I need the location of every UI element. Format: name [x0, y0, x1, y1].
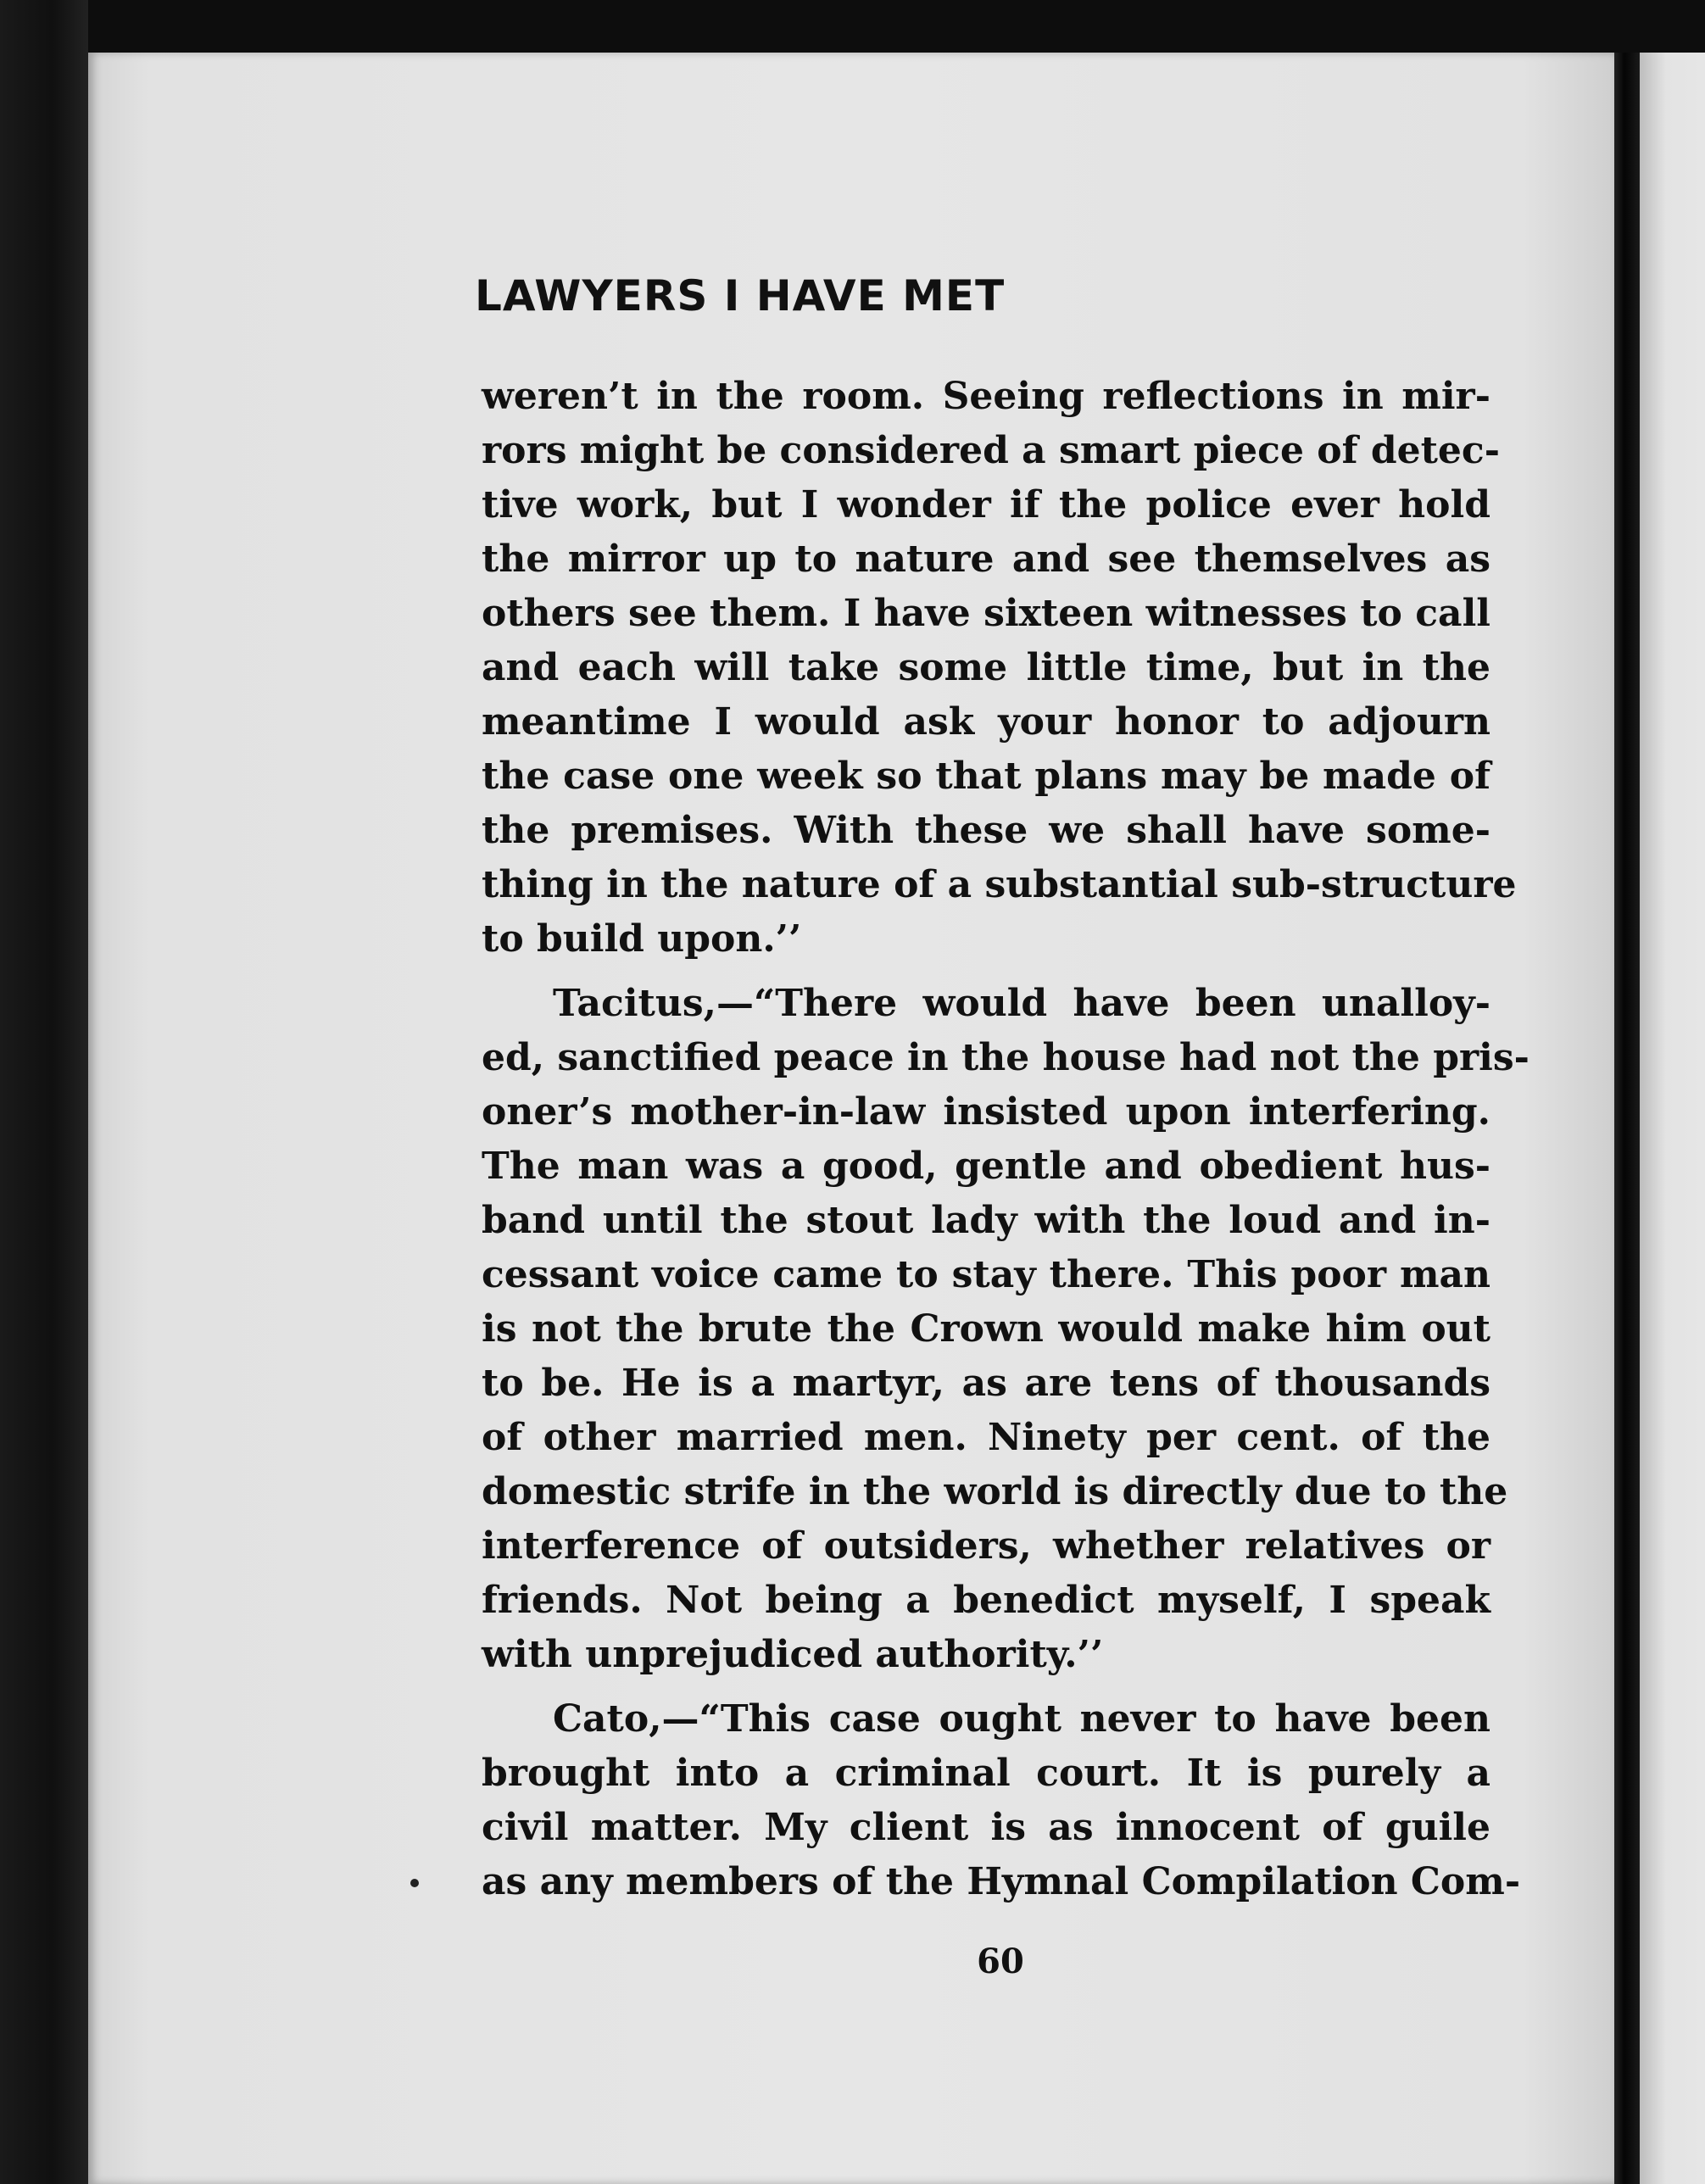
margin-speck: [410, 1879, 419, 1887]
text-line: interference of outsiders, whether relatives or: [482, 1524, 1490, 1568]
text-line: as any members of the Hymnal Compilation Com-: [482, 1860, 1521, 1903]
text-line: to build upon.’’: [482, 917, 802, 961]
text-line: thing in the nature of a substantial sub-structure: [482, 863, 1517, 906]
page-number: 60: [977, 1942, 1024, 1981]
text-line: domestic strife in the world is directly due to the: [482, 1470, 1508, 1513]
text-line: oner’s mother-in-law insisted upon interfering.: [482, 1090, 1490, 1134]
paragraph-gap: [482, 1682, 1490, 1692]
text-line: ed, sanctified peace in the house had not the pris-: [482, 1036, 1529, 1079]
text-line: brought into a criminal court. It is purely a: [482, 1752, 1490, 1795]
text-line: of other married men. Ninety per cent. of the: [482, 1416, 1490, 1459]
text-line: band until the stout lady with the loud and in-: [482, 1199, 1490, 1242]
running-head: LAWYERS I HAVE MET: [475, 271, 1006, 320]
text-line: weren’t in the room. Seeing reflections in mir-: [482, 375, 1490, 418]
scan-left-border: [0, 0, 88, 2184]
text-line: meantime I would ask your honor to adjourn: [482, 700, 1490, 744]
text-line: cessant voice came to stay there. This poor man: [482, 1253, 1490, 1296]
text-line: The man was a good, gentle and obedient hus-: [482, 1145, 1490, 1188]
text-line: and each will take some little time, but in the: [482, 646, 1490, 689]
text-line: rors might be considered a smart piece of detec-: [482, 429, 1500, 472]
text-line: Tacitus,—“There would have been unalloy-: [553, 982, 1490, 1025]
facing-page-edge: [1640, 53, 1705, 2184]
text-line: the mirror up to nature and see themselves as: [482, 538, 1490, 581]
text-line: friends. Not being a benedict myself, I speak: [482, 1579, 1490, 1622]
text-line: civil matter. My client is as innocent of guile: [482, 1806, 1490, 1849]
text-line: with unprejudiced authority.’’: [482, 1633, 1104, 1676]
paragraph-gap: [482, 967, 1490, 977]
text-line: others see them. I have sixteen witnesses to call: [482, 592, 1490, 635]
text-line: to be. He is a martyr, as are tens of thousands: [482, 1362, 1490, 1405]
text-line: Cato,—“This case ought never to have been: [553, 1697, 1490, 1741]
text-line: the premises. With these we shall have some-: [482, 809, 1490, 852]
book-spine-shadow: [1614, 53, 1640, 2184]
text-line: the case one week so that plans may be made of: [482, 755, 1490, 798]
text-line: tive work, but I wonder if the police ever hold: [482, 483, 1490, 526]
text-line: is not the brute the Crown would make him out: [482, 1307, 1490, 1351]
body-text: [482, 370, 1529, 1909]
